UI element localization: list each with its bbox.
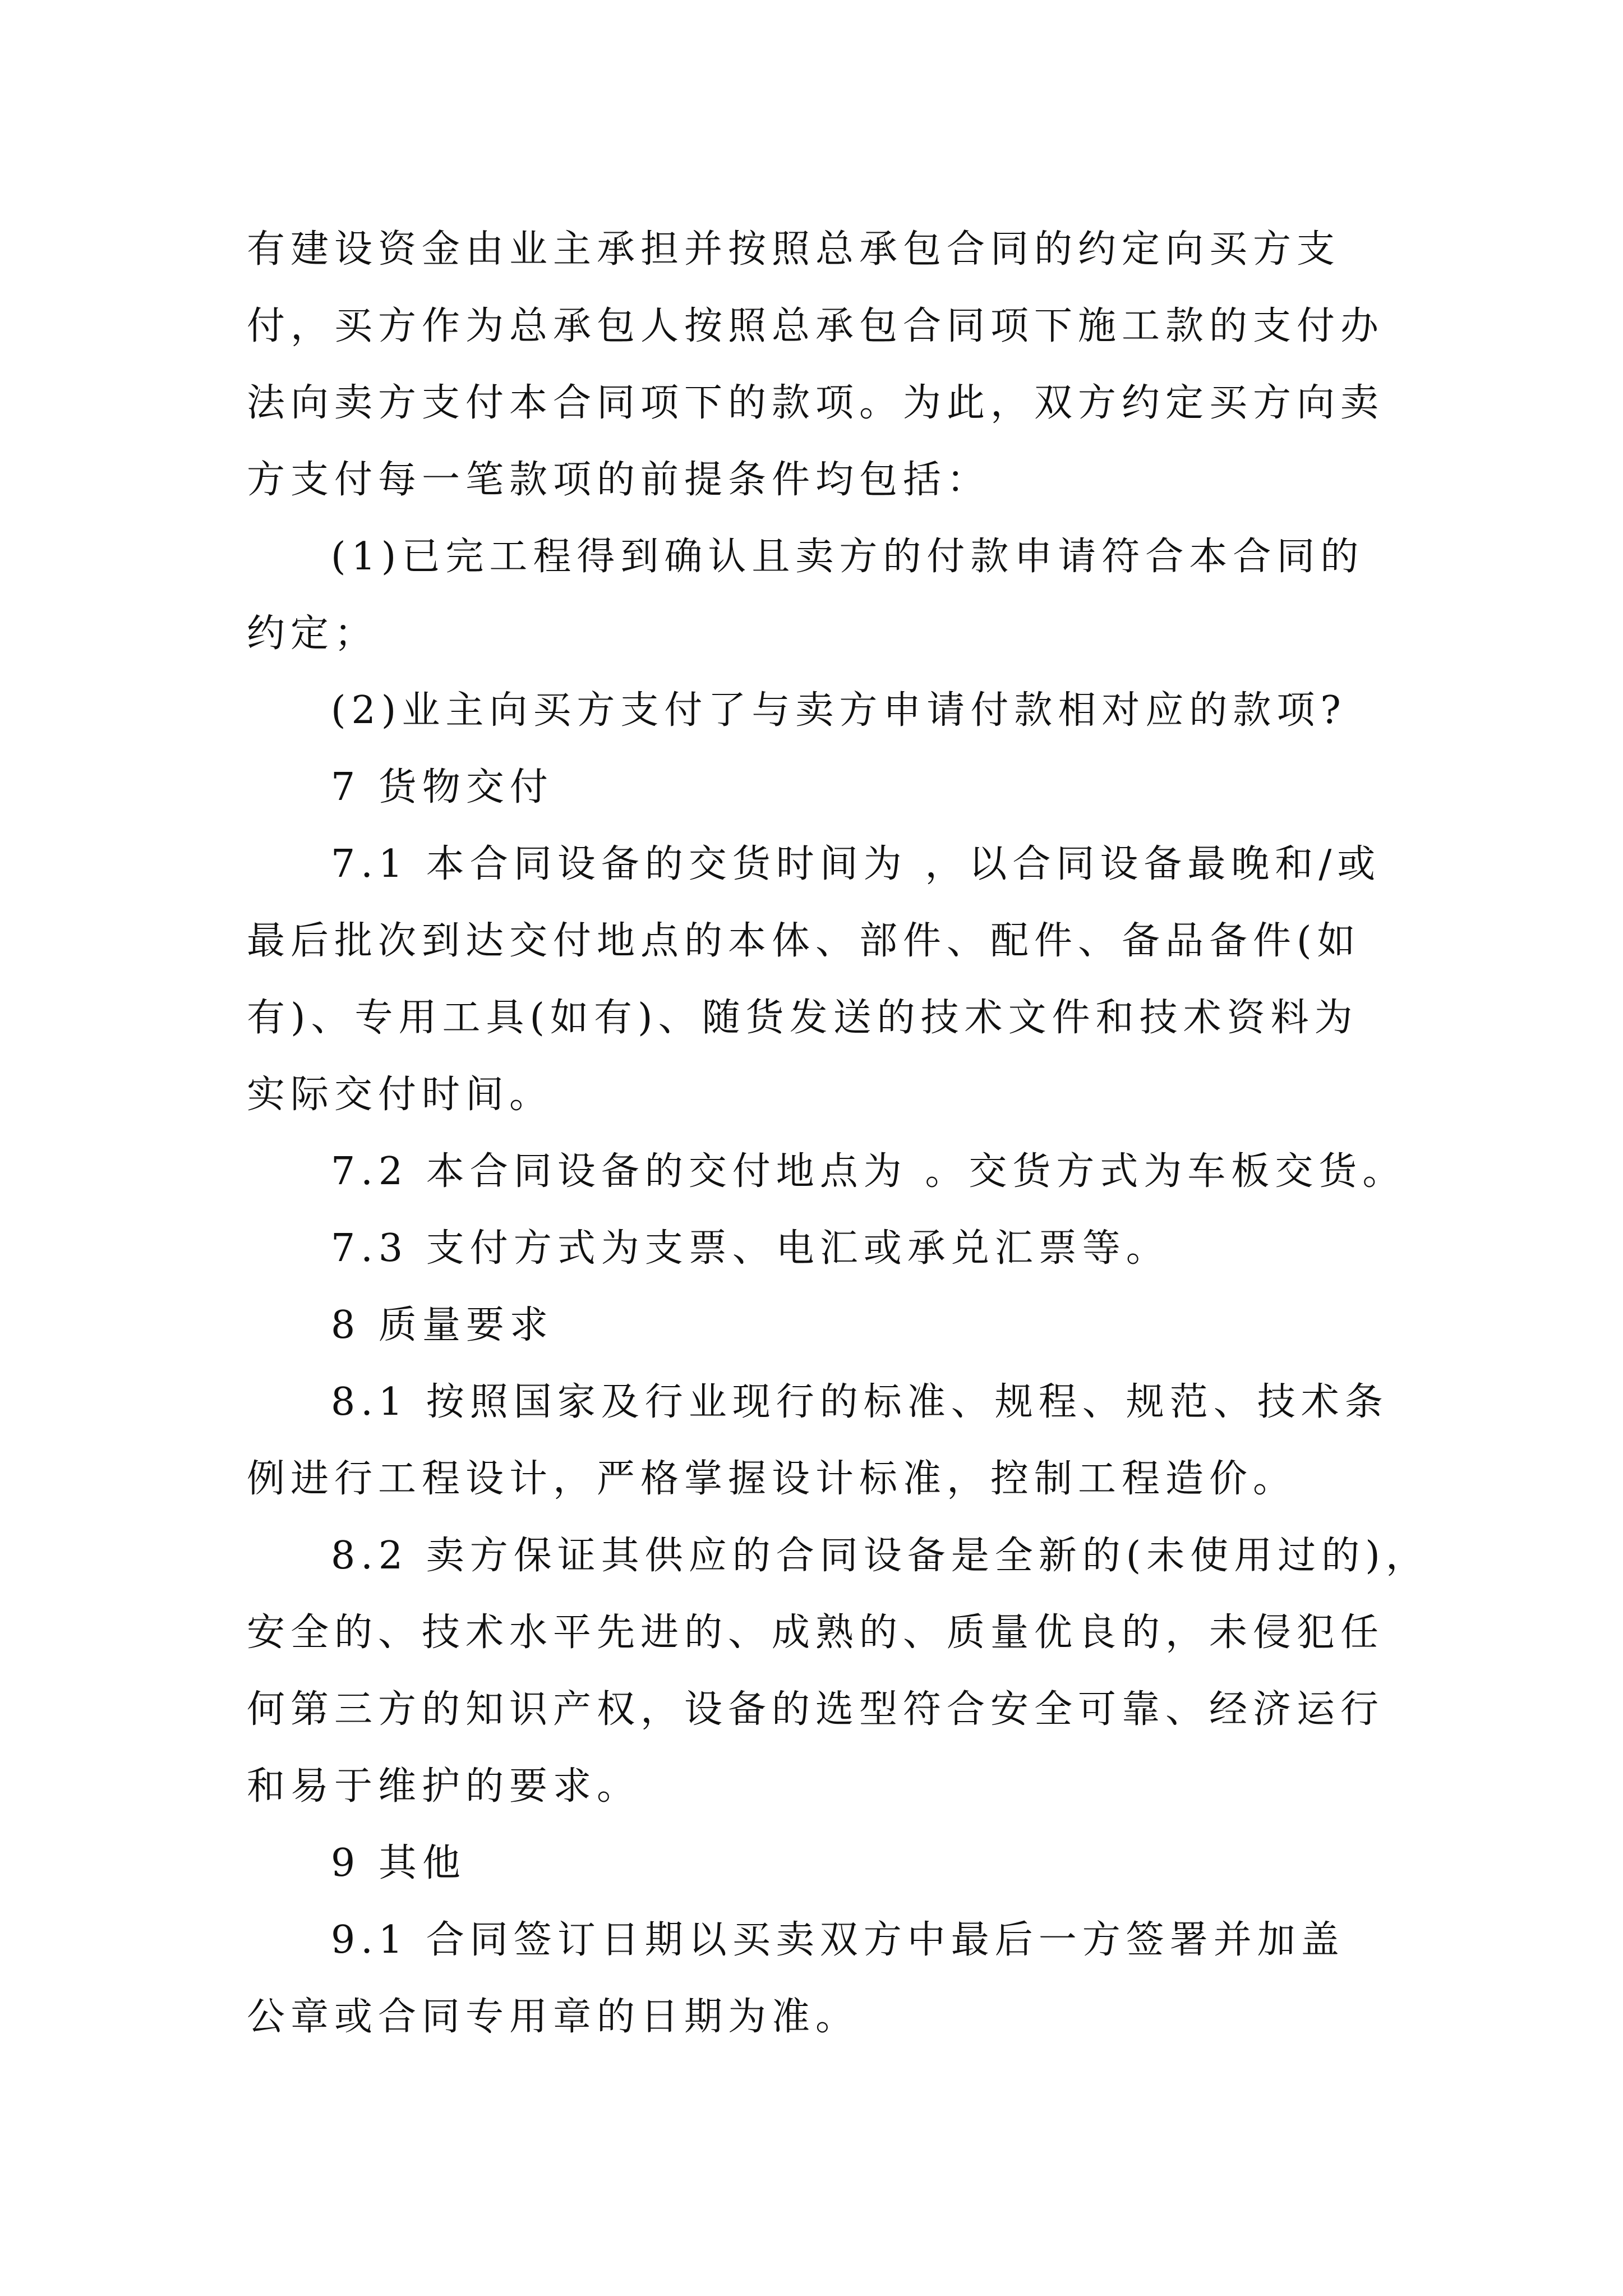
text-line: 7.1 本合同设备的交货时间为 ，以合同设备最晚和/或	[331, 842, 1381, 886]
text-line: 有建设资金由业主承担并按照总承包合同的约定向买方支	[247, 227, 1341, 272]
text-line: 法向卖方支付本合同项下的款项。为此，双方约定买方向卖	[247, 381, 1385, 425]
text-line: 公章或合同专用章的日期为准。	[247, 1995, 860, 2039]
text-line: 付，买方作为总承包人按照总承包合同项下施工款的支付办	[247, 304, 1385, 348]
document-body	[247, 211, 1430, 2055]
text-line: (1)已完工程得到确认且卖方的付款申请符合本合同的	[331, 535, 1364, 579]
section-heading: 9 其他	[331, 1841, 466, 1885]
text-line: 7.3 支付方式为支票、电汇或承兑汇票等。	[331, 1226, 1170, 1271]
text-line: 7.2 本合同设备的交付地点为 。交货方式为车板交货。	[331, 1149, 1407, 1194]
text-line: 何第三方的知识产权，设备的选型符合安全可靠、经济运行	[247, 1687, 1385, 1732]
text-line: 8.2 卖方保证其供应的合同设备是全新的(未使用过的)，	[331, 1534, 1430, 1578]
text-line: 实际交付时间。	[247, 1073, 554, 1117]
text-line: 8.1 按照国家及行业现行的标准、规程、规范、技术条	[331, 1380, 1389, 1424]
text-line: 安全的、技术水平先进的、成熟的、质量优良的，未侵犯任	[247, 1611, 1385, 1655]
text-line: 方支付每一笔款项的前提条件均包括：	[247, 458, 991, 502]
section-heading: 8 质量要求	[331, 1303, 554, 1347]
text-line: 和易于维护的要求。	[247, 1764, 641, 1809]
text-line: 例进行工程设计，严格掌握设计标准，控制工程造价。	[247, 1457, 1297, 1501]
text-line: 有)、专用工具(如有)、随货发送的技术文件和技术资料为	[247, 996, 1358, 1040]
text-line: 最后批次到达交付地点的本体、部件、配件、备品备件(如	[247, 919, 1361, 963]
text-line: (2)业主向买方支付了与卖方申请付款相对应的款项?	[331, 688, 1347, 733]
section-heading: 7 货物交付	[331, 765, 554, 809]
text-line: 约定；	[247, 611, 379, 656]
text-line: 9.1 合同签订日期以买卖双方中最后一方签署并加盖	[331, 1918, 1345, 1962]
